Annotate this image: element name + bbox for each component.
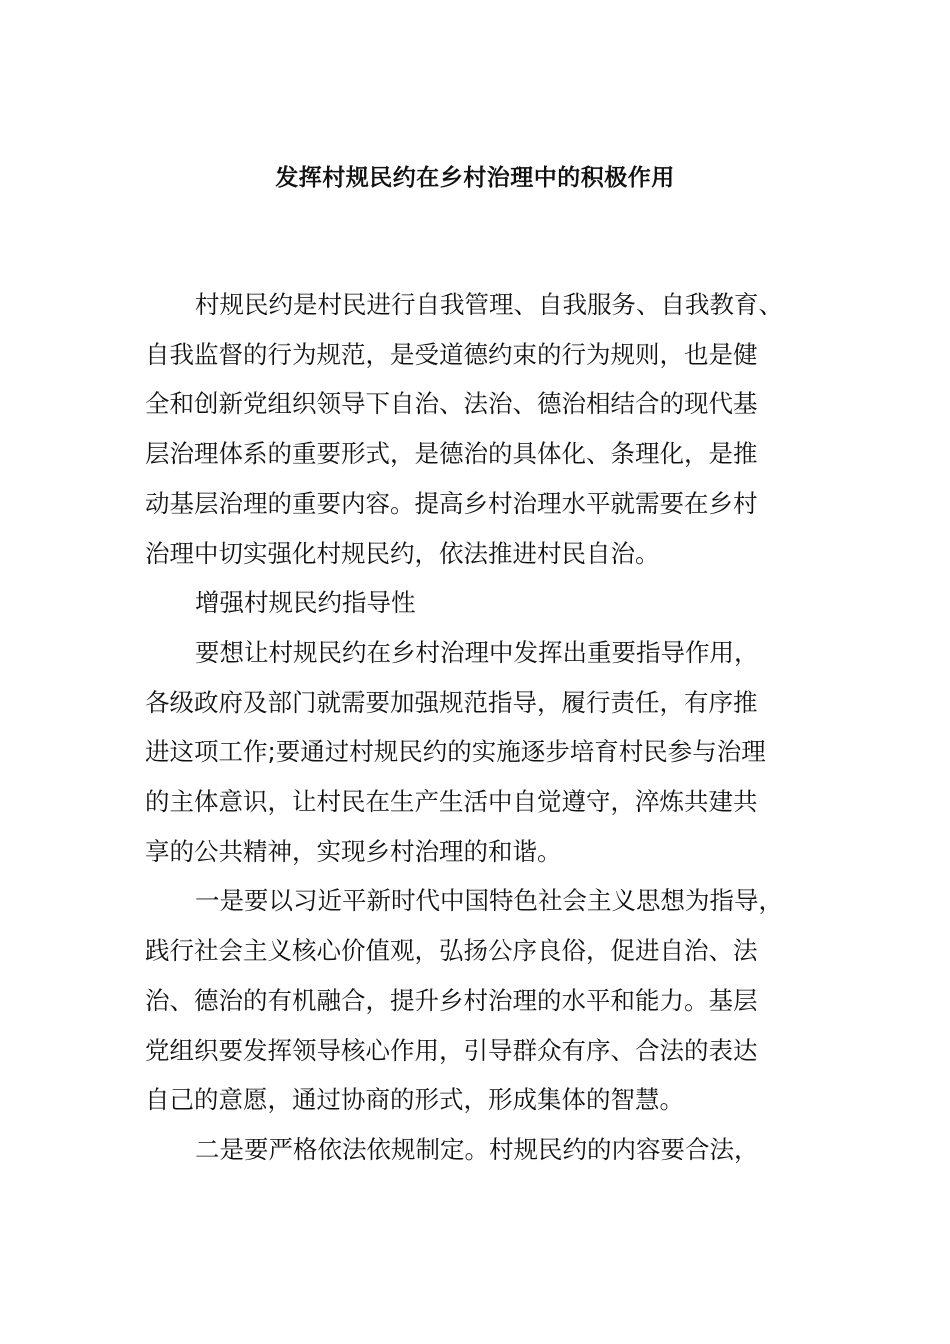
page-title: 发挥村规民约在乡村治理中的积极作用: [275, 165, 675, 191]
text-line: 各级政府及部门就需要加强规范指导，履行责任，有序推: [145, 687, 758, 717]
text-line: 享的公共精神，实现乡村治理的和谐。: [145, 836, 562, 866]
text-line: 一是要以习近平新时代中国特色社会主义思想为指导，: [195, 886, 783, 916]
document-body: [145, 280, 810, 1175]
text-line: 层治理体系的重要形式，是德治的具体化、条理化，是推: [145, 439, 758, 469]
section-heading: [145, 578, 810, 628]
paragraph-guidance: [145, 628, 810, 877]
text-line: 全和创新党组织领导下自治、法治、德治相结合的现代基: [145, 389, 758, 419]
text-line: 自己的意愿，通过协商的形式，形成集体的智慧。: [145, 1085, 684, 1115]
text-line: 动基层治理的重要内容。提高乡村治理水平就需要在乡村: [145, 488, 758, 518]
text-line: 的主体意识，让村民在生产生活中自觉遵守，淬炼共建共: [145, 787, 758, 817]
text-line: 治、德治的有机融合，提升乡村治理的水平和能力。基层: [145, 985, 758, 1015]
text-line: 党组织要发挥领导核心作用，引导群众有序、合法的表达: [145, 1035, 758, 1065]
text-line: 践行社会主义核心价值观，弘扬公序良俗，促进自治、法: [145, 936, 758, 966]
text-line: 进这项工作;要通过村规民约的实施逐步培育村民参与治理: [145, 737, 766, 767]
text-line: 村规民约是村民进行自我管理、自我服务、自我教育、: [195, 290, 783, 319]
text-line: 治理中切实强化村规民约，依法推进村民自治。: [145, 538, 660, 568]
text-line: 自我监督的行为规范，是受道德约束的行为规则，也是健: [145, 339, 758, 369]
paragraph-intro: [145, 280, 810, 578]
text-line: 要想让村规民约在乡村治理中发挥出重要指导作用，: [195, 637, 759, 667]
paragraph-point-two: [145, 1125, 810, 1175]
text-line: 增强村规民约指导性: [195, 588, 416, 618]
paragraph-point-one: [145, 876, 810, 1125]
text-line: 二是要严格依法依规制定。村规民约的内容要合法，: [195, 1134, 759, 1164]
